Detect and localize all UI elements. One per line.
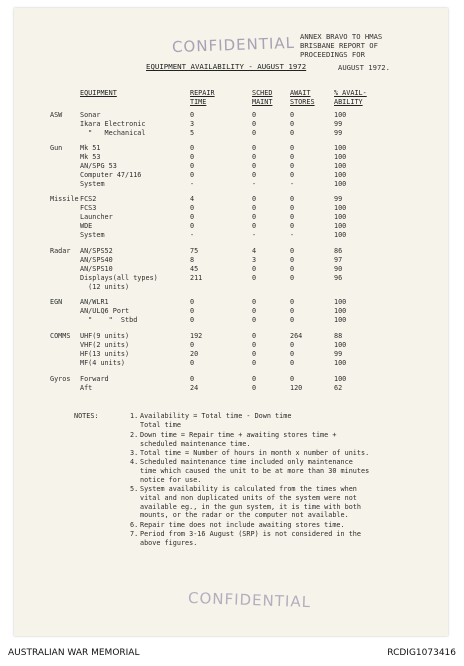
table-cell: 100 xyxy=(334,153,347,161)
column-header-repair-time xyxy=(190,89,215,106)
table-cell: Missile xyxy=(50,195,79,203)
table-cell: 3 xyxy=(252,256,257,264)
table-cell: 0 xyxy=(252,195,257,203)
table-row xyxy=(14,384,448,393)
note-text: Period from 3-16 August (SRP) is not considered in the above figures. xyxy=(140,530,361,547)
table-cell: 99 xyxy=(334,350,343,358)
table-cell: 100 xyxy=(334,375,347,383)
table-cell: - xyxy=(190,231,195,239)
table-cell: 90 xyxy=(334,265,343,273)
note-number: 6. xyxy=(130,521,139,529)
table-cell: 0 xyxy=(190,375,195,383)
table-row xyxy=(14,274,448,283)
note-text: Repair time does not include awaiting stores time. xyxy=(140,521,345,529)
table-cell: 0 xyxy=(290,204,295,212)
table-cell: 0 xyxy=(252,204,257,212)
table-cell: 0 xyxy=(252,307,257,315)
note-number: 2. xyxy=(130,431,139,439)
table-cell: 0 xyxy=(290,256,295,264)
table-row xyxy=(14,298,448,307)
table-cell: 0 xyxy=(290,153,295,161)
column-header-await-stores xyxy=(290,89,315,106)
table-cell: 97 xyxy=(334,256,343,264)
table-row xyxy=(14,213,448,222)
table-cell: Displays(all types) xyxy=(80,274,158,282)
table-cell: Launcher xyxy=(80,213,113,221)
table-row xyxy=(14,316,448,325)
table-cell: 120 xyxy=(290,384,303,392)
table-cell: 86 xyxy=(334,247,343,255)
table-cell: 0 xyxy=(290,162,295,170)
table-cell: Aft xyxy=(80,384,93,392)
table-cell: System xyxy=(80,180,105,188)
annex-line: BRISBANE REPORT OF xyxy=(300,41,378,50)
table-cell: 8 xyxy=(190,256,195,264)
table-cell: 0 xyxy=(190,359,195,367)
column-header-label: TIME xyxy=(190,97,207,106)
table-row xyxy=(14,180,448,189)
table-cell: 211 xyxy=(190,274,203,282)
table-cell: 0 xyxy=(252,222,257,230)
table-cell: Gun xyxy=(50,144,63,152)
table-cell: 0 xyxy=(190,204,195,212)
note-text: Total time = Number of hours in month x number of units. xyxy=(140,449,370,457)
table-cell: 0 xyxy=(252,111,257,119)
table-cell: 0 xyxy=(252,316,257,324)
table-cell: 0 xyxy=(252,162,257,170)
table-cell: Gyros xyxy=(50,375,71,383)
table-row xyxy=(14,231,448,240)
table-cell: 0 xyxy=(190,341,195,349)
table-cell: 0 xyxy=(290,111,295,119)
table-cell: 0 xyxy=(290,171,295,179)
table-cell: ASW xyxy=(50,111,63,119)
table-cell: 0 xyxy=(190,222,195,230)
table-cell: 100 xyxy=(334,359,347,367)
table-cell: UHF(9 units) xyxy=(80,332,130,340)
table-cell: FCS3 xyxy=(80,204,97,212)
table-cell: - xyxy=(290,231,295,239)
table-cell: System xyxy=(80,231,105,239)
table-cell: 88 xyxy=(334,332,343,340)
table-row xyxy=(14,204,448,213)
table-cell: 0 xyxy=(252,298,257,306)
table-cell: FCS2 xyxy=(80,195,97,203)
table-cell: WDE xyxy=(80,222,93,230)
table-cell: 0 xyxy=(290,274,295,282)
note-text: Down time = Repair time + awaiting stores time + scheduled maintenance time. xyxy=(140,431,337,448)
table-cell: 0 xyxy=(290,265,295,273)
table-cell: 0 xyxy=(252,129,257,137)
column-header-label: ABILITY xyxy=(334,97,363,106)
table-cell: Computer 47/116 xyxy=(80,171,142,179)
column-header-label: EQUIPMENT xyxy=(80,89,117,97)
table-cell: 0 xyxy=(190,298,195,306)
table-cell: VHF(2 units) xyxy=(80,341,130,349)
table-cell: 0 xyxy=(190,171,195,179)
table-cell: AN/SPS40 xyxy=(80,256,113,264)
table-cell: 4 xyxy=(190,195,195,203)
document-page xyxy=(14,8,448,636)
table-cell: 24 xyxy=(190,384,199,392)
table-cell: Mk 53 xyxy=(80,153,101,161)
table-cell: 100 xyxy=(334,298,347,306)
confidential-stamp-bottom: CONFIDENTIAL xyxy=(187,588,312,612)
column-header-equipment xyxy=(80,89,117,98)
table-cell: AN/ULQ6 Port xyxy=(80,307,130,315)
table-cell: 0 xyxy=(290,247,295,255)
column-header-label: SCHED xyxy=(252,89,273,97)
table-cell: 45 xyxy=(190,265,199,273)
table-cell: " " Stbd xyxy=(80,316,138,324)
table-row xyxy=(14,222,448,231)
table-cell: 192 xyxy=(190,332,203,340)
table-cell: 0 xyxy=(252,171,257,179)
column-header-label: AWAIT xyxy=(290,89,311,97)
column-header-label: REPAIR xyxy=(190,89,215,97)
table-cell: 0 xyxy=(290,307,295,315)
table-row xyxy=(14,307,448,316)
table-cell: 99 xyxy=(334,195,343,203)
table-row xyxy=(14,111,448,120)
table-cell: AN/SPG 53 xyxy=(80,162,117,170)
table-cell: 0 xyxy=(252,341,257,349)
document-title: EQUIPMENT AVAILABILITY - AUGUST 1972 xyxy=(146,62,307,71)
table-cell: 20 xyxy=(190,350,199,358)
table-row xyxy=(14,265,448,274)
table-cell: 100 xyxy=(334,204,347,212)
table-row xyxy=(14,120,448,129)
footer-source: AUSTRALIAN WAR MEMORIAL xyxy=(8,648,140,658)
table-cell: HF(13 units) xyxy=(80,350,130,358)
table-cell: 99 xyxy=(334,129,343,137)
column-header-availability xyxy=(334,89,367,106)
table-cell: 0 xyxy=(290,316,295,324)
table-cell: Forward xyxy=(80,375,109,383)
table-cell: 0 xyxy=(252,332,257,340)
table-cell: 0 xyxy=(190,153,195,161)
table-row xyxy=(14,162,448,171)
table-cell: 0 xyxy=(290,129,295,137)
table-cell: 0 xyxy=(290,213,295,221)
table-cell: EGN xyxy=(50,298,63,306)
table-cell: 0 xyxy=(190,316,195,324)
note-number: 3. xyxy=(130,449,139,457)
confidential-stamp-top: CONFIDENTIAL xyxy=(171,33,296,57)
table-cell: 99 xyxy=(334,120,343,128)
table-cell: 62 xyxy=(334,384,343,392)
table-cell: Ikara Electronic xyxy=(80,120,146,128)
table-cell: 0 xyxy=(252,213,257,221)
table-row xyxy=(14,153,448,162)
table-cell: 5 xyxy=(190,129,195,137)
table-row xyxy=(14,283,448,292)
table-row xyxy=(14,195,448,204)
table-cell: 100 xyxy=(334,171,347,179)
table-row xyxy=(14,350,448,359)
table-cell: 0 xyxy=(190,162,195,170)
note-number: 1. xyxy=(130,412,139,420)
table-cell: COMMS xyxy=(50,332,71,340)
table-row xyxy=(14,256,448,265)
table-cell: 4 xyxy=(252,247,257,255)
table-cell: 100 xyxy=(334,111,347,119)
table-cell: 100 xyxy=(334,180,347,188)
annex-line: ANNEX BRAVO TO HMAS xyxy=(300,32,383,41)
table-cell: AN/SPS10 xyxy=(80,265,113,273)
table-cell: - xyxy=(290,180,295,188)
table-cell: 0 xyxy=(252,265,257,273)
table-cell: 0 xyxy=(190,213,195,221)
table-cell: 0 xyxy=(290,120,295,128)
table-cell: - xyxy=(190,180,195,188)
column-header-label: STORES xyxy=(290,97,315,106)
table-cell: 100 xyxy=(334,144,347,152)
table-cell: 75 xyxy=(190,247,199,255)
table-cell: Sonar xyxy=(80,111,101,119)
table-cell: 0 xyxy=(252,375,257,383)
table-cell: (12 units) xyxy=(80,283,130,291)
table-cell: 0 xyxy=(290,375,295,383)
table-cell: 0 xyxy=(252,384,257,392)
table-cell: 0 xyxy=(190,144,195,152)
table-cell: 0 xyxy=(190,307,195,315)
table-cell: " Mechanical xyxy=(80,129,146,137)
table-cell: 0 xyxy=(290,144,295,152)
note-number: 5. xyxy=(130,485,139,493)
note-text: Scheduled maintenance time included only maintenance time which caused the unit to be at more than 30 minutes notice for use. xyxy=(140,458,370,484)
note-text: Availability = Total time - Down time Total time xyxy=(140,412,292,429)
annex-line: AUGUST 1972. xyxy=(338,63,390,72)
table-row xyxy=(14,144,448,153)
table-row xyxy=(14,341,448,350)
table-cell: 0 xyxy=(290,222,295,230)
column-header-label: % AVAIL- xyxy=(334,89,367,97)
table-cell: 0 xyxy=(290,195,295,203)
table-cell: 0 xyxy=(252,153,257,161)
table-cell: 0 xyxy=(290,350,295,358)
table-cell: - xyxy=(252,231,257,239)
table-cell: Radar xyxy=(50,247,71,255)
table-cell: - xyxy=(252,180,257,188)
table-cell: 3 xyxy=(190,120,195,128)
notes-label: NOTES: xyxy=(74,412,99,420)
table-cell: 100 xyxy=(334,231,347,239)
table-cell: 0 xyxy=(252,350,257,358)
table-cell: Mk 51 xyxy=(80,144,101,152)
table-cell: 100 xyxy=(334,316,347,324)
column-header-label: MAINT xyxy=(252,97,273,106)
table-cell: 264 xyxy=(290,332,303,340)
table-row xyxy=(14,247,448,256)
note-number: 7. xyxy=(130,530,139,538)
table-row xyxy=(14,171,448,180)
note-text: System availability is calculated from the times when vital and non duplicated units of the system were not available eg., in the gun system, it is time with both mounts, or the radar or the computer not available. xyxy=(140,485,361,520)
table-row xyxy=(14,359,448,368)
table-cell: 100 xyxy=(334,162,347,170)
archive-footer xyxy=(0,640,464,666)
table-cell: 0 xyxy=(290,341,295,349)
annex-line: PROCEEDINGS FOR xyxy=(300,50,365,59)
annex-header xyxy=(300,32,390,72)
table-cell: 0 xyxy=(252,120,257,128)
table-cell: 0 xyxy=(190,111,195,119)
table-row xyxy=(14,129,448,138)
table-cell: 0 xyxy=(290,298,295,306)
table-cell: 0 xyxy=(252,274,257,282)
table-cell: 96 xyxy=(334,274,343,282)
table-row xyxy=(14,375,448,384)
table-cell: 0 xyxy=(252,144,257,152)
table-row xyxy=(14,332,448,341)
table-cell: 100 xyxy=(334,222,347,230)
table-cell: 100 xyxy=(334,307,347,315)
table-cell: AN/SPS52 xyxy=(80,247,113,255)
table-cell: 100 xyxy=(334,213,347,221)
footer-identifier: RCDIG1073416 xyxy=(387,648,456,658)
table-cell: 100 xyxy=(334,341,347,349)
table-cell: AN/WLR1 xyxy=(80,298,109,306)
table-cell: 0 xyxy=(290,359,295,367)
note-number: 4. xyxy=(130,458,139,466)
table-cell: 0 xyxy=(252,359,257,367)
table-cell: MF(4 units) xyxy=(80,359,126,367)
column-header-sched-maint xyxy=(252,89,272,106)
